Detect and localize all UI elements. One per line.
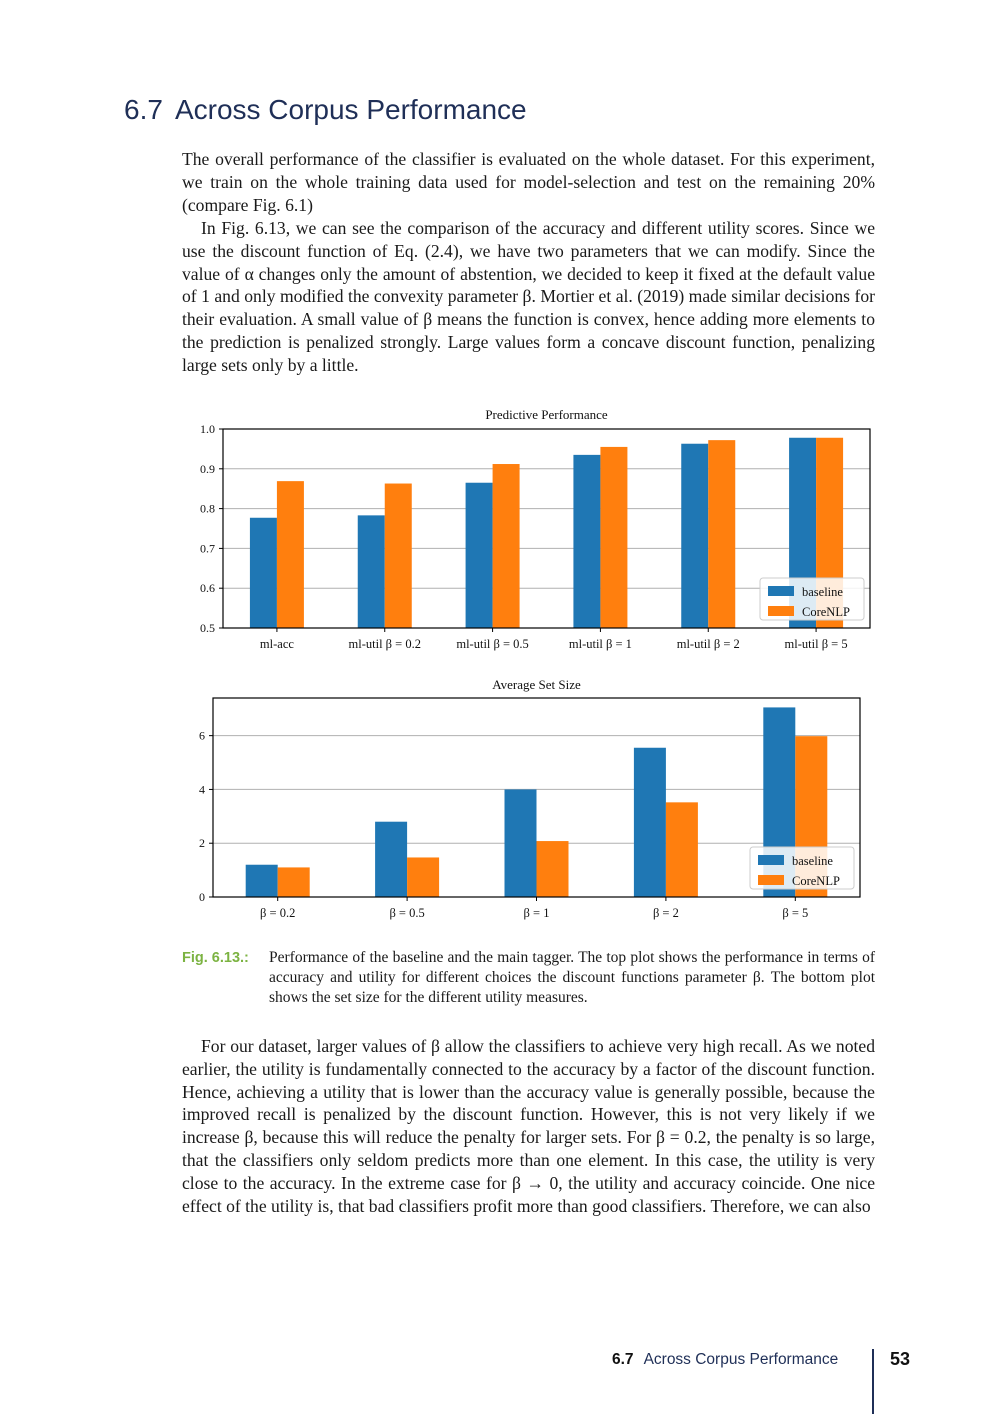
figure-caption — [182, 948, 875, 1008]
chart2-y-tick-label: 0 — [199, 890, 205, 904]
chart1-bar-corenlp — [708, 440, 735, 628]
chart2-bar-baseline — [375, 822, 407, 897]
chart2-bar-baseline — [634, 748, 666, 897]
chart2-legend-label-corenlp: CoreNLP — [792, 874, 840, 888]
footer-section-number: 6.7 — [612, 1351, 634, 1368]
chart1-bar-corenlp — [600, 447, 627, 628]
chart2-y-tick-label: 4 — [199, 782, 205, 797]
chart1-bar-baseline — [358, 515, 385, 628]
chart1-x-tick-label: ml-util β = 5 — [784, 637, 848, 651]
section-title: Across Corpus Performance — [174, 94, 527, 125]
paragraph-3: For our dataset, larger values of β allow the classifiers to achieve very high recall. As we noted earlier, the utility is fundamentally connected to the accuracy by a factor of the discount function. Hence, achieving a utility that is lower than the accuracy value is generally possible, because the improved recall is penalized by the discount function. However, this is not very likely if we increase β, because this will reduce the penalty for larger sets. For β = 0.2, the penalty is so large, that the classifiers only seldom predicts more than one element. In this case, the utility is very close to the accuracy. In the extreme case for β → 0, the utility and accuracy coincide. One nice effect of the utility is, that bad classifiers profit more than good classifiers. Therefore, we can also — [182, 1036, 875, 1216]
chart2-bar-corenlp — [537, 841, 569, 897]
chart2-x-tick-label: β = 1 — [523, 906, 550, 920]
chart1-x-tick-label: ml-acc — [259, 637, 294, 651]
chart1-bar-corenlp — [493, 464, 520, 628]
footer-section — [612, 1351, 838, 1369]
chart1-y-tick-label: 0.8 — [200, 501, 215, 516]
caption-text: Performance of the baseline and the main tagger. The top plot shows the performance in terms of accuracy and utility for different choices the discount functions parameter β. The bottom plot shows the set size for the different utility measures. — [269, 949, 875, 1006]
chart2-x-tick-label: β = 2 — [652, 906, 679, 920]
chart1-bar-corenlp — [277, 481, 304, 628]
footer-section-title: Across Corpus Performance — [643, 1351, 839, 1368]
chart1-bar-corenlp — [385, 484, 412, 628]
chart1-y-tick-label: 0.9 — [200, 461, 215, 476]
chart1-bar-baseline — [681, 444, 708, 628]
chart2-legend-label-baseline: baseline — [792, 854, 833, 868]
footer-divider — [872, 1349, 874, 1414]
chart1-legend-label-baseline: baseline — [802, 585, 843, 599]
chart2-y-tick-label: 6 — [199, 728, 205, 743]
chart1-title: Predictive Performance — [485, 407, 608, 422]
chart1-y-tick-label: 1.0 — [200, 422, 215, 436]
chart2-x-tick-label: β = 0.2 — [260, 906, 296, 920]
caption-label: Fig. 6.13.: — [182, 950, 249, 966]
chart2-x-tick-label: β = 0.5 — [389, 906, 425, 920]
chart1-y-tick-label: 0.5 — [200, 621, 215, 635]
page-number: 53 — [890, 1349, 911, 1369]
chart2-y-tick-label: 2 — [199, 836, 205, 851]
chart2-legend-swatch-corenlp — [758, 875, 784, 885]
chart1-x-tick-label: ml-util β = 0.5 — [456, 637, 529, 651]
chart1-legend-swatch-corenlp — [768, 606, 794, 616]
chart1-x-tick-label: ml-util β = 2 — [676, 637, 740, 651]
chart1-x-tick-label: ml-util β = 1 — [568, 637, 632, 651]
chart1-y-tick-label: 0.7 — [200, 541, 215, 556]
paragraph-1: The overall performance of the classifier is evaluated on the whole dataset. For this experiment, we train on the whole training data used for model-selection and test on the remaining 20% (compare Fig. 6.1) — [182, 149, 875, 215]
chart1-bar-baseline — [250, 518, 277, 628]
chart2-title: Average Set Size — [492, 677, 581, 692]
chart2-bar-baseline — [505, 789, 537, 897]
chart1-bar-baseline — [573, 455, 600, 628]
chart1-x-tick-label: ml-util β = 0.2 — [348, 637, 421, 651]
chart2-x-tick-label: β = 5 — [782, 906, 809, 920]
chart1-bar-baseline — [466, 483, 493, 628]
chart1-y-tick-label: 0.6 — [200, 581, 215, 596]
chart2-bar-baseline — [246, 865, 278, 897]
chart1-legend-swatch-baseline — [768, 586, 794, 596]
chart2-legend-swatch-baseline — [758, 855, 784, 865]
section-number: 6.7 — [124, 94, 163, 125]
chart2-bar-corenlp — [666, 802, 698, 897]
chart2-bar-corenlp — [278, 867, 310, 897]
chart2-bar-corenlp — [407, 857, 439, 897]
paragraph-2: In Fig. 6.13, we can see the comparison of the accuracy and different utility scores. Since we use the discount function of Eq. (2.4), we have two parameters that we can modify. Since the value of α changes only the amount of abstention, we decided to keep it fixed at the default value of 1 and only modified the convexity parameter β. Mortier et al. (2019) made similar decisions for their evaluation. A small value of β means the function is convex, hence adding more elements to the prediction is penalized strongly. Large values form a concave discount function, penalizing large sets only by a little. — [182, 218, 875, 375]
chart1-legend-label-corenlp: CoreNLP — [802, 605, 850, 619]
